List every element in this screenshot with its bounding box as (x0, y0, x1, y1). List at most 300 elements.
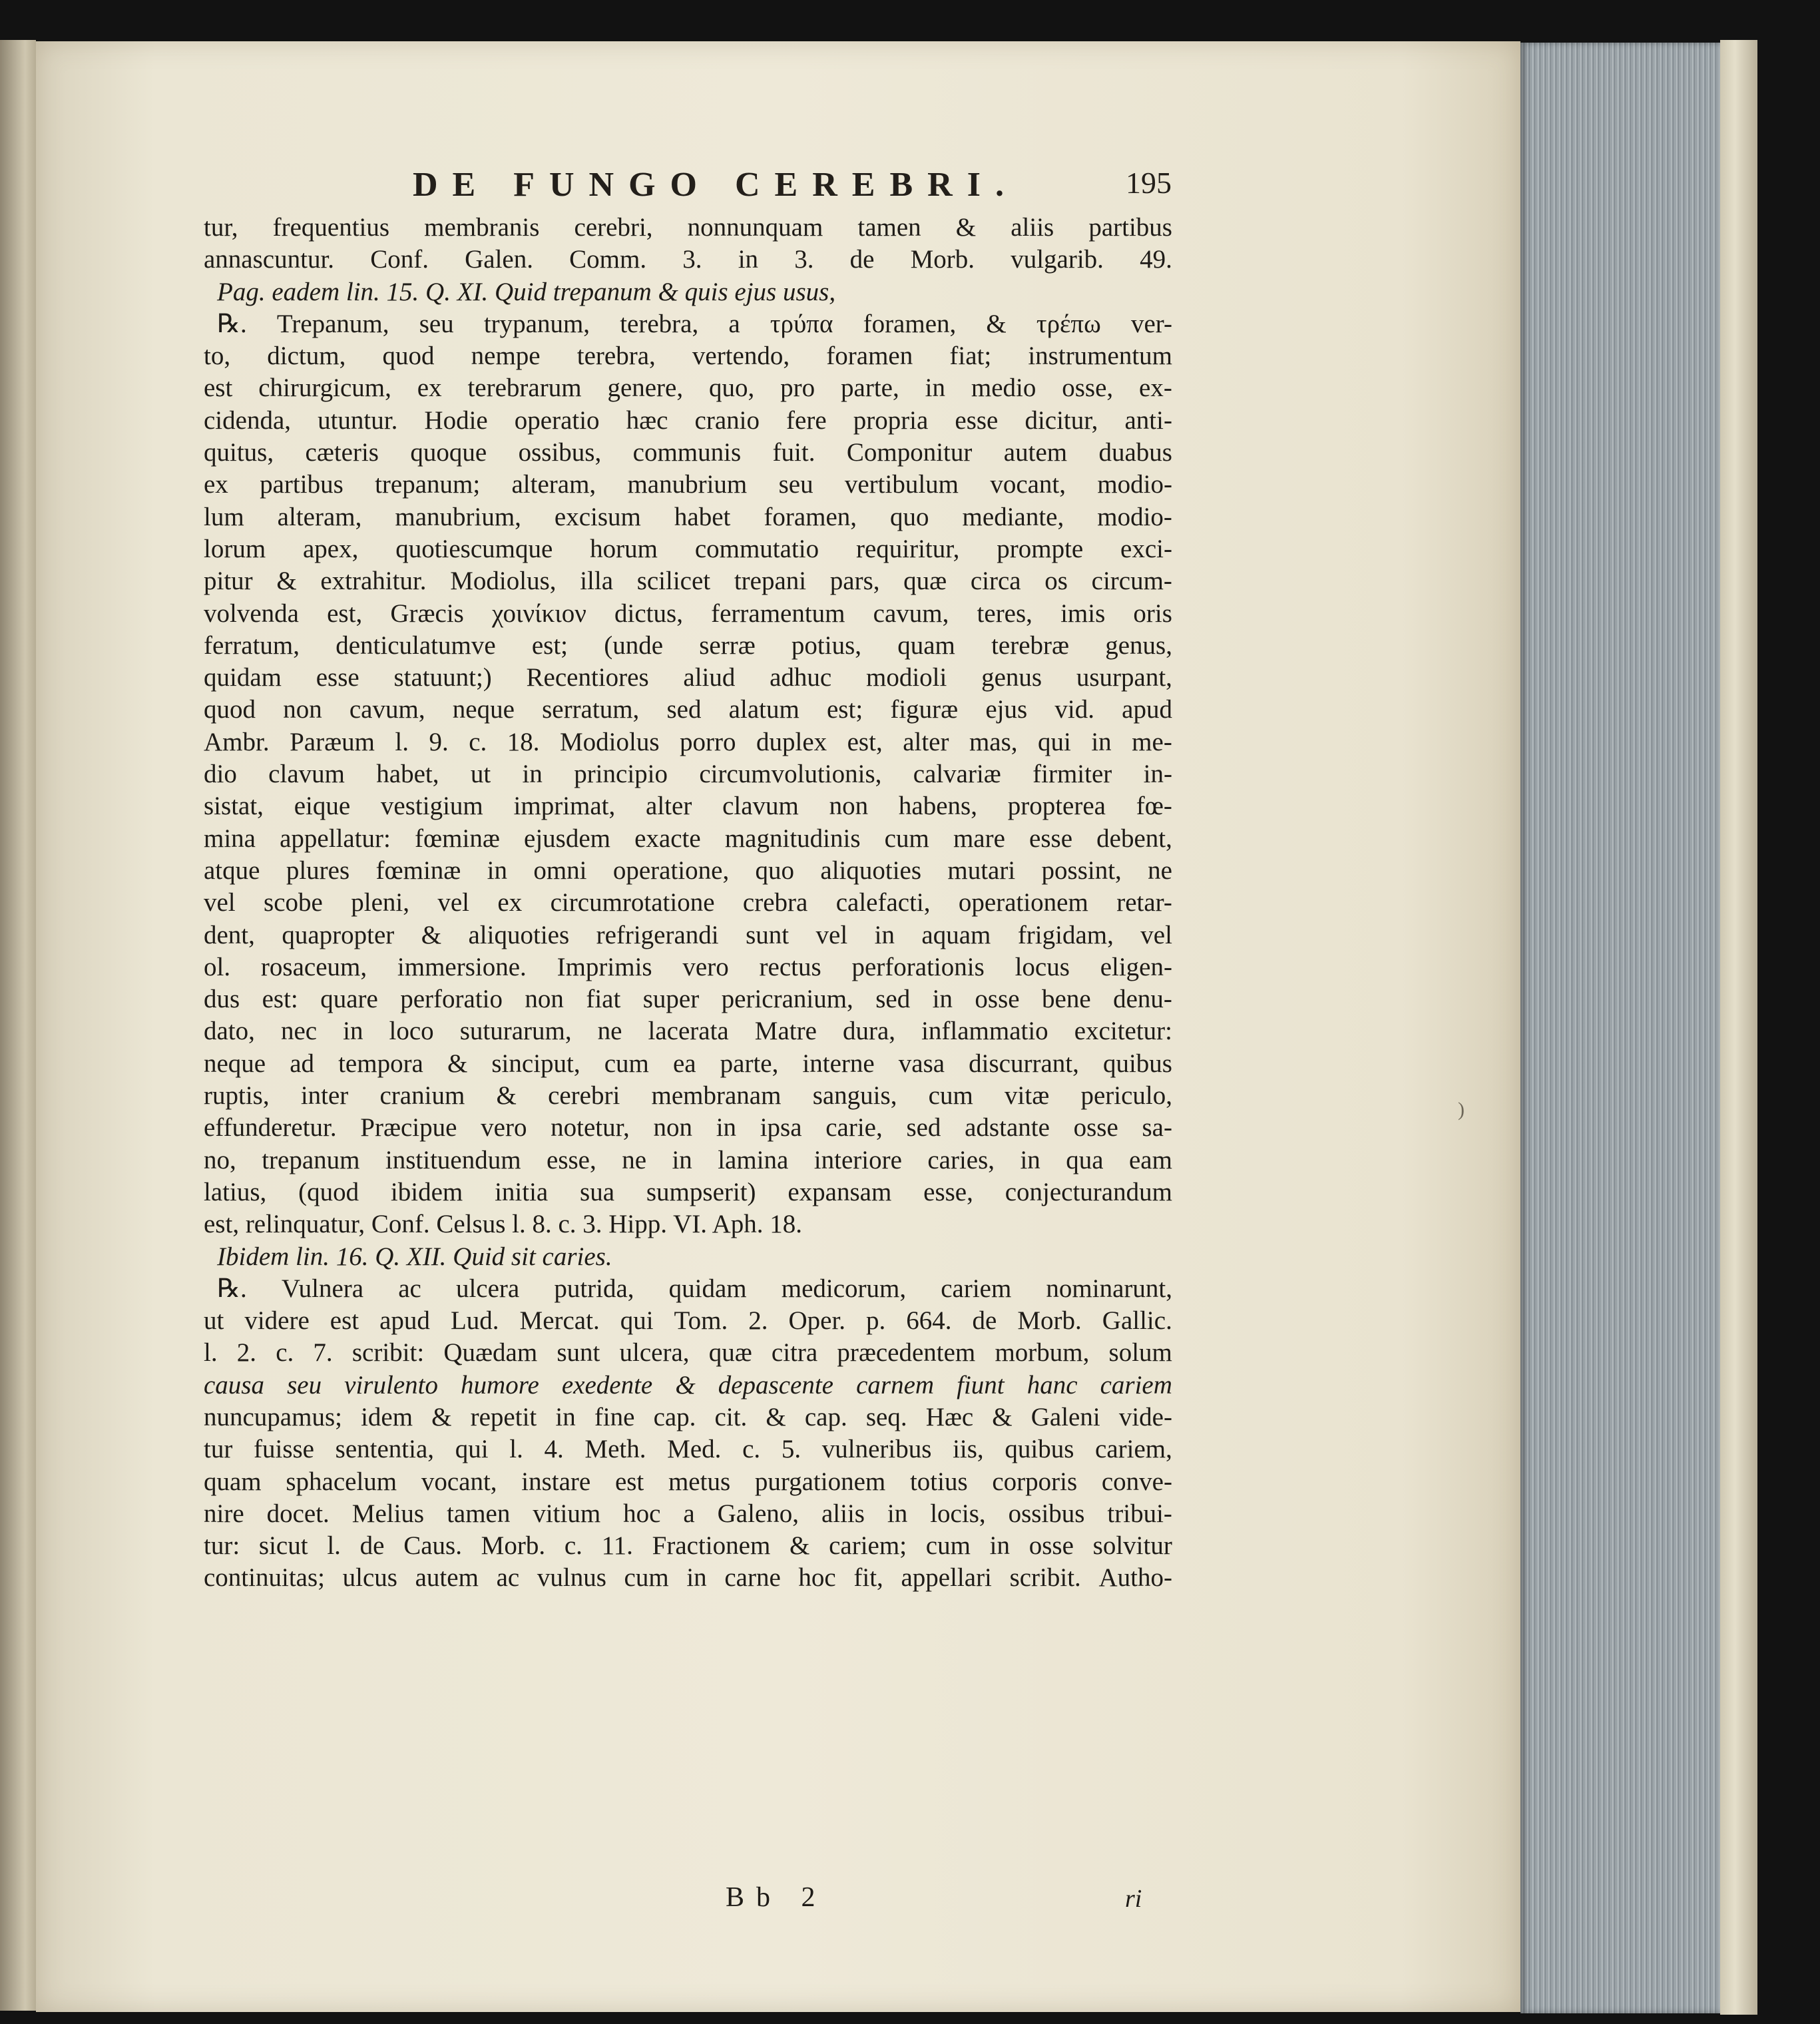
word: alteram, (511, 470, 596, 499)
word: in (874, 920, 895, 949)
word: Quædam (443, 1338, 538, 1368)
word: τρύπα (770, 309, 833, 338)
word: continuitas; (204, 1563, 325, 1593)
word: excitetur: (1074, 1017, 1172, 1046)
word: est; (827, 695, 863, 724)
text-line (204, 694, 1172, 726)
word: Fractionem (652, 1531, 771, 1561)
word: quam (204, 1467, 262, 1496)
word: caries, (927, 1145, 995, 1174)
word: vero (481, 1113, 527, 1142)
word: ulcera (455, 1274, 520, 1303)
word: c. (469, 727, 487, 756)
word: ut (204, 1306, 224, 1336)
word: & (986, 309, 1007, 338)
word: conve- (1101, 1467, 1172, 1496)
word: medicorum, (781, 1274, 907, 1303)
word: de (849, 245, 875, 274)
word: osse, (1062, 374, 1114, 403)
word: eam (1129, 1145, 1172, 1174)
word: no, (204, 1145, 236, 1174)
word: dio (204, 760, 237, 789)
word: 7. (313, 1338, 333, 1368)
word: manubrium, (395, 502, 521, 531)
word: dato, (204, 1017, 255, 1046)
word: est (330, 1306, 359, 1336)
text-line (204, 308, 1172, 340)
word: partibus (1088, 213, 1172, 242)
word: putrida, (554, 1274, 634, 1303)
word: ea (672, 1049, 696, 1078)
word: l. (395, 727, 409, 756)
word: inflammatio (921, 1017, 1048, 1046)
word: plures (286, 856, 350, 885)
word: pitur (204, 567, 253, 596)
word: 3. (794, 245, 814, 274)
word: Galeno, (717, 1499, 799, 1528)
word: cariem (941, 1274, 1012, 1303)
word: vitium (533, 1499, 601, 1528)
word: (unde (604, 631, 664, 660)
word: apex, (303, 534, 359, 563)
word: scribit: (351, 1338, 425, 1368)
word: esse, (547, 1145, 596, 1174)
word: tamen (857, 213, 921, 242)
word: operatione, (612, 856, 730, 885)
word: ut (470, 760, 491, 789)
word: qua (1066, 1145, 1104, 1174)
word: eligen- (1100, 952, 1172, 981)
text-line (204, 1305, 1172, 1337)
word: debent, (1096, 824, 1172, 853)
word: Mercat. (519, 1306, 600, 1336)
text-line (204, 565, 1172, 597)
word: neque (452, 695, 515, 724)
word: imis (1060, 599, 1106, 628)
word: præcedentem (837, 1338, 976, 1368)
word: aquam (921, 920, 991, 949)
word: vocant, (421, 1467, 497, 1496)
word: sunt (557, 1338, 600, 1368)
word: carne (724, 1563, 781, 1593)
text-line (204, 662, 1172, 694)
word: membranis (424, 213, 540, 242)
word: & (675, 1370, 696, 1399)
text-line (204, 1498, 1172, 1530)
word: cum (925, 1531, 971, 1561)
word: extrahitur. (320, 567, 427, 596)
word: crebra (742, 888, 808, 917)
word: fœ- (1136, 792, 1172, 821)
word: tribui- (1107, 1499, 1172, 1528)
text-line (204, 630, 1172, 662)
word: conjecturandum (1005, 1177, 1172, 1206)
word: locis, (930, 1499, 986, 1528)
body-text (204, 212, 1172, 1595)
word: cerebri (548, 1081, 620, 1111)
word: Conf. (370, 245, 429, 274)
word: ac (398, 1274, 421, 1303)
word: aliud (683, 663, 736, 692)
word: commutatio (694, 534, 819, 563)
text-line (204, 855, 1172, 887)
word: quod (204, 695, 256, 724)
word: ol. (204, 952, 231, 981)
word: l. (509, 1435, 523, 1464)
word: terebra, (620, 309, 699, 338)
word: a (683, 1499, 695, 1528)
word: aliquoties (468, 920, 570, 949)
word: osse (1073, 1113, 1118, 1142)
word: dicitur, (1024, 405, 1098, 435)
word: perforatio (400, 985, 503, 1014)
word: osse (1028, 1531, 1074, 1561)
word: carie, (825, 1113, 883, 1142)
word: quidam (204, 663, 282, 692)
question-heading: Pag. eadem lin. 15. Q. XI. Quid trepanum & quis ejus usus, (217, 277, 836, 306)
word: sed (666, 695, 702, 724)
word: non (525, 985, 564, 1014)
word: Autho- (1098, 1563, 1172, 1593)
word: cranio (694, 405, 760, 435)
word: me- (1132, 727, 1172, 756)
word: propria (853, 405, 929, 435)
word: pericranium, (721, 985, 853, 1014)
word: nominarunt, (1046, 1274, 1172, 1303)
word: Ambr. (204, 727, 270, 756)
word: sed (875, 985, 911, 1014)
word: apud (379, 1306, 430, 1336)
signature-mark: Bb 2 (726, 1882, 827, 1913)
word: suturarum, (459, 1017, 572, 1046)
word: mina (204, 824, 256, 853)
word: Græcis (390, 599, 464, 628)
word: idem (361, 1402, 413, 1431)
word: quo, (709, 374, 755, 403)
word: ad (290, 1049, 315, 1078)
word: perforationis (851, 952, 985, 981)
text-line (204, 758, 1172, 790)
word: solum (1108, 1338, 1172, 1368)
word: a (728, 309, 740, 338)
word: mutari (947, 856, 1016, 885)
word: to, (204, 342, 231, 371)
word: mas, (969, 727, 1018, 756)
word: quoque (410, 438, 487, 467)
word: circumvolutionis, (699, 760, 882, 789)
word: in (738, 245, 759, 274)
word: 2. (748, 1306, 768, 1336)
word: ruptis, (204, 1081, 270, 1111)
word: purgationem (754, 1467, 886, 1496)
word: vel (815, 920, 848, 949)
word: inter (300, 1081, 349, 1111)
word: appellatur: (280, 824, 391, 853)
text-line (204, 1080, 1172, 1112)
word: atque (204, 856, 260, 885)
word: 664. (906, 1306, 952, 1336)
word: ℞. (217, 309, 247, 338)
text-line (204, 501, 1172, 533)
word: Comm. (569, 245, 647, 274)
word: 5. (781, 1435, 801, 1464)
word: Præcipue (360, 1113, 457, 1142)
word: excisum (554, 502, 641, 531)
word: chirurgicum, (258, 374, 391, 403)
word: depascente (718, 1370, 833, 1399)
word: pro (780, 374, 815, 403)
running-title: DE FUNGO CEREBRI. (413, 166, 1019, 204)
word: notetur, (551, 1113, 630, 1142)
word: quibus (1005, 1435, 1074, 1464)
text-line (204, 1112, 1172, 1144)
word: rosaceum, (260, 952, 367, 981)
word: trepani (734, 567, 807, 596)
word: alter (903, 727, 949, 756)
page-number: 195 (1126, 166, 1172, 200)
word: quam (897, 631, 955, 660)
word: Melius (351, 1499, 425, 1528)
word: est, (327, 599, 363, 628)
word: oris (1133, 599, 1172, 628)
word: & (447, 1049, 468, 1078)
word: in (487, 856, 507, 885)
word: alatum (728, 695, 799, 724)
word: eique (294, 792, 351, 821)
word: usurpant, (1076, 663, 1172, 692)
word: lacerata (648, 1017, 729, 1046)
word: non (653, 1113, 692, 1142)
word: & (766, 1402, 786, 1431)
word: iis, (953, 1435, 984, 1464)
word: & (431, 1402, 452, 1431)
word: ibidem (390, 1177, 463, 1206)
word: ejus (985, 695, 1028, 724)
word: sumpserit) (646, 1177, 756, 1206)
text-line (204, 1562, 1172, 1594)
word: qui (455, 1435, 489, 1464)
word: in (932, 985, 953, 1014)
word: hanc (1026, 1370, 1078, 1399)
word: vel (1140, 920, 1172, 949)
word: denu- (1113, 985, 1172, 1014)
word: magnitudinis (724, 824, 861, 853)
word: l. (204, 1338, 218, 1368)
word: fiat; (949, 342, 992, 371)
text-line (204, 244, 1172, 276)
word: cum (624, 1563, 669, 1593)
word: periculo, (1080, 1081, 1172, 1111)
word: c. (564, 1531, 582, 1561)
word: calvariæ (913, 760, 1001, 789)
word: calefacti, (835, 888, 931, 917)
word: tamen (447, 1499, 511, 1528)
word: seu (419, 309, 454, 338)
word: vero (682, 952, 729, 981)
text-line (204, 726, 1172, 758)
text-line (204, 919, 1172, 951)
text-line (204, 1015, 1172, 1047)
word: in- (1143, 760, 1172, 789)
word: in (672, 1145, 692, 1174)
text-line (204, 1466, 1172, 1498)
word: quo (755, 856, 795, 885)
word: cæteris (305, 438, 379, 467)
word: tur (204, 1435, 233, 1464)
word: ipsa (760, 1113, 802, 1142)
word: quibus (1102, 1049, 1172, 1078)
word: τρέπω (1036, 309, 1101, 338)
word: qui (1038, 727, 1071, 756)
word: instrumentum (1028, 342, 1172, 371)
word: pleni, (351, 888, 409, 917)
word: 11. (601, 1531, 633, 1561)
word: modio- (1097, 502, 1172, 531)
word: lorum (204, 534, 266, 563)
word: esse (955, 405, 999, 435)
word: teres, (977, 599, 1032, 628)
word: interne (802, 1049, 875, 1078)
word: hoc (798, 1563, 836, 1593)
word: nec (280, 1017, 318, 1046)
word: Oper. (788, 1306, 846, 1336)
word: totius (909, 1467, 968, 1496)
word: denticulatumve (336, 631, 496, 660)
word: esse, (923, 1177, 973, 1206)
word: discurrant, (969, 1049, 1079, 1078)
word: mare (953, 824, 1005, 853)
word: non (829, 792, 869, 821)
word: tempora (338, 1049, 423, 1078)
word: 2. (236, 1338, 257, 1368)
word: alter (646, 792, 692, 821)
word: imprimat, (513, 792, 616, 821)
word: p. (866, 1306, 886, 1336)
word: fiat (586, 985, 621, 1014)
text-line (204, 405, 1172, 437)
word: instituendum (385, 1145, 521, 1174)
word: aliquoties (820, 856, 922, 885)
word: l. (327, 1531, 341, 1561)
word: cariem; (829, 1531, 907, 1561)
word: est (204, 374, 233, 403)
word: est; (531, 631, 569, 660)
word: fere (786, 405, 827, 435)
word: cerebri, (574, 213, 653, 242)
word: 49. (1140, 245, 1172, 274)
text-line (204, 212, 1172, 244)
text-line (204, 951, 1172, 983)
word: vel (437, 888, 470, 917)
word: virulento (344, 1370, 438, 1399)
text-line (204, 790, 1172, 822)
word: fiunt (957, 1370, 1005, 1399)
word: nonnunquam (687, 213, 823, 242)
word: est: (262, 985, 298, 1014)
word: pars, (829, 567, 880, 596)
word: clavum (268, 760, 345, 789)
word: & (421, 920, 442, 949)
page-fore-edge (1520, 43, 1720, 2013)
word: sanguis, (812, 1081, 897, 1111)
word: principio (574, 760, 668, 789)
word: duabus (1098, 438, 1172, 467)
word: Caus. (403, 1531, 462, 1561)
word: exacte (634, 824, 701, 853)
word: operationem (958, 888, 1088, 917)
word: in (989, 1531, 1011, 1561)
text-line (204, 1144, 1172, 1176)
word: vertibulum (844, 470, 959, 499)
word: vitæ (1005, 1081, 1050, 1111)
word: ossibus (1008, 1499, 1085, 1528)
word: morbum, (995, 1338, 1090, 1368)
word: Paræum (290, 727, 375, 756)
word: carnem (856, 1370, 935, 1399)
word: utuntur. (318, 405, 398, 435)
word: metus (668, 1467, 731, 1496)
text-line (204, 340, 1172, 372)
text-line (204, 1433, 1172, 1465)
word: quidam (668, 1274, 747, 1303)
word: non (283, 695, 322, 724)
word: sa- (1142, 1113, 1172, 1142)
text-line (204, 983, 1172, 1015)
word: sententia, (335, 1435, 435, 1464)
word: Hæc (925, 1402, 974, 1431)
word: mediante, (962, 502, 1064, 531)
word: genus (981, 663, 1042, 692)
word: effunderetur. (204, 1113, 337, 1142)
word: neque (204, 1049, 266, 1078)
word: seu (778, 470, 813, 499)
word: ver- (1130, 309, 1172, 338)
word: quæ (708, 1338, 752, 1368)
word: aliis (1011, 213, 1054, 242)
word: sinciput, (491, 1049, 580, 1078)
word: manubrium (627, 470, 748, 499)
word: lamina (718, 1145, 789, 1174)
word: communis (632, 438, 742, 467)
text-line (204, 1176, 1172, 1208)
word: Morb. (481, 1531, 546, 1561)
word: cariem (1100, 1370, 1172, 1399)
word: Morb. (1017, 1306, 1082, 1336)
running-head (413, 165, 1172, 212)
word: ferratum, (204, 631, 300, 660)
word: nire (204, 1499, 244, 1528)
word: videre (244, 1306, 310, 1336)
word: loco (389, 1017, 434, 1046)
text-line (204, 887, 1172, 919)
word: Lud. (450, 1306, 499, 1336)
word: os (1044, 567, 1068, 596)
word: fit, (853, 1563, 883, 1593)
word: in (522, 760, 543, 789)
word: serræ (699, 631, 756, 660)
word: hoc (623, 1499, 661, 1528)
word: dura, (842, 1017, 896, 1046)
word: Tom. (674, 1306, 728, 1336)
word: trepanum; (375, 470, 481, 499)
word: citra (771, 1338, 818, 1368)
word: & (276, 567, 297, 596)
word: est (614, 1467, 644, 1496)
word: vestigium (380, 792, 483, 821)
word: vel (204, 888, 236, 917)
word: ex- (1139, 374, 1172, 403)
word: modioli (866, 663, 947, 692)
